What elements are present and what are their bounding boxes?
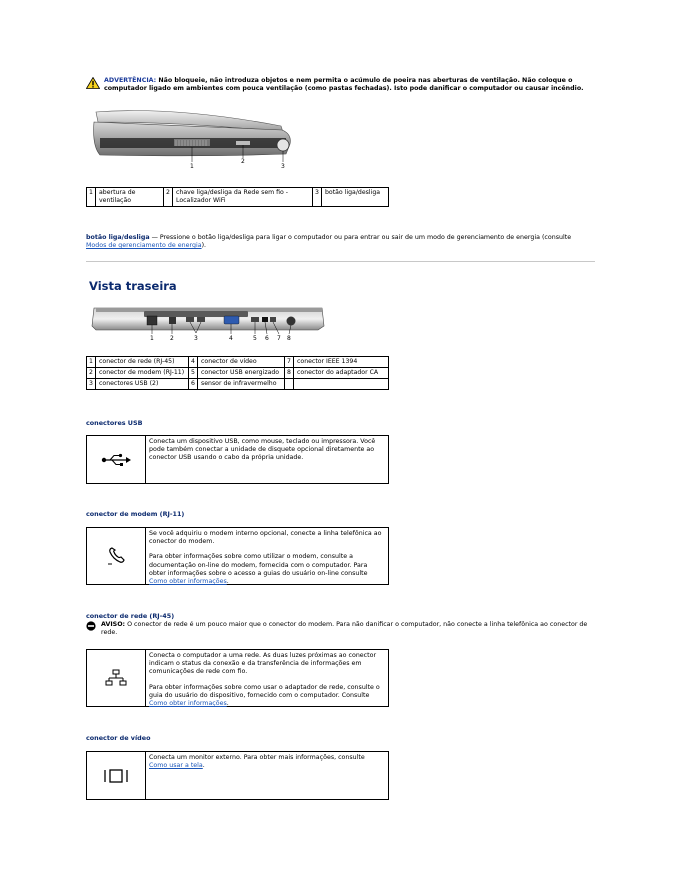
power-button-text: — Pressione o botão liga/desliga para ligar o computador ou para entrar ou sair de um modo de gerenciamento de energia (consulte — [149, 234, 572, 241]
network-icon-cell — [87, 650, 146, 706]
network-icon — [105, 669, 127, 687]
power-button-after: ). — [201, 242, 207, 250]
warning-body: Não bloqueie, não introduza objetos e nem permita o acúmulo de poeira nas aberturas de ventilação. Não coloque o computador ligado em ambientes com pouca ventilação (como pastas fechadas). Isto pode danificar o computador ou causar incêndio. — [104, 77, 584, 93]
side-callout-1: 1 — [190, 163, 194, 170]
usb-info-box — [86, 435, 389, 484]
usb-heading: conectores USB — [86, 419, 143, 427]
legend-num: 2 — [87, 368, 96, 379]
network-notice-text — [101, 621, 591, 637]
laptop-rear-illustration — [86, 302, 326, 348]
modem-info-box — [86, 527, 389, 585]
notice-label: AVISO: — [101, 621, 126, 628]
modem-more-info-text: Para obter informações sobre como utilizar o modem, consulte a documentação on-line do modem, fornecida com o computador. Para obter informações sobre o acesso a guias do usuário on-line consulte — [149, 553, 368, 577]
legend-label: conector de rede (RJ-45) — [96, 357, 189, 368]
legend-label: abertura de ventilação — [96, 188, 164, 207]
legend-num: 5 — [189, 368, 198, 379]
rear-view-legend-table — [86, 356, 389, 390]
legend-num: 4 — [189, 357, 198, 368]
usb-text — [146, 436, 388, 483]
network-more-info-text: Para obter informações sobre como usar o adaptador de rede, consulte o guia do usuário do dispositivo, fornecido com o computador. Consulte — [149, 683, 380, 699]
legend-label: conector de modem (RJ-11) — [96, 368, 189, 379]
legend-label: sensor de infravermelho — [198, 379, 285, 390]
legend-num: 7 — [285, 357, 294, 368]
side-callout-2: 2 — [241, 158, 245, 165]
table-row — [87, 368, 389, 379]
legend-label: chave liga/desliga da Rede sem fio - Localizador WiFi — [173, 188, 313, 207]
modem-more-info — [149, 553, 385, 586]
power-modes-link[interactable]: Modos de gerenciamento de energia — [86, 242, 202, 250]
notice-body: O conector de rede é um pouco maior que o conector do modem. Para não danificar o computador, não conecte a linha telefônica ao conector de rede. — [101, 621, 588, 637]
power-button-term: botão liga/desliga — [86, 234, 150, 241]
rear-view-heading: Vista traseira — [89, 279, 177, 293]
video-icon — [103, 768, 129, 784]
video-heading: conector de vídeo — [86, 734, 151, 742]
legend-num: 1 — [87, 357, 96, 368]
phone-icon — [106, 546, 126, 566]
rear-callout-5: 5 — [253, 335, 257, 342]
legend-num: 6 — [189, 379, 198, 390]
usb-icon-cell — [87, 436, 146, 483]
legend-num: 2 — [164, 188, 173, 207]
warning-triangle-icon — [86, 77, 100, 89]
legend-num: 1 — [87, 188, 96, 207]
video-info-box — [86, 751, 389, 800]
side-view-legend-table — [86, 187, 389, 207]
rear-callout-2: 2 — [170, 335, 174, 342]
legend-label — [294, 379, 389, 390]
notice-icon — [86, 621, 96, 631]
modem-info-link[interactable]: Como obter informações — [149, 577, 227, 585]
section-divider — [86, 261, 595, 262]
rear-callout-8: 8 — [287, 335, 291, 342]
rear-callout-6: 6 — [265, 335, 269, 342]
table-row — [87, 188, 389, 207]
legend-label: conector do adaptador CA — [294, 368, 389, 379]
usb-description: Conecta um dispositivo USB, como mouse, teclado ou impressora. Você pode também conectar a unidade de disquete opcional diretamente ao conector USB usando o cabo da própria unidade. — [149, 438, 376, 462]
modem-more-info-after: . — [226, 577, 229, 585]
table-row — [87, 357, 389, 368]
legend-label: conectores USB (2) — [96, 379, 189, 390]
laptop-side-illustration — [86, 100, 296, 176]
modem-description: Se você adquiriu o modem interno opcional, conecte a linha telefônica ao conector do modem. — [149, 530, 382, 546]
video-icon-cell — [87, 752, 146, 799]
video-description-text: Conecta um monitor externo. Para obter mais informações, consulte — [149, 754, 365, 761]
power-button-paragraph — [86, 234, 591, 250]
side-callout-3: 3 — [281, 163, 285, 170]
legend-num — [285, 379, 294, 390]
network-info-link[interactable]: Como obter informações — [149, 699, 227, 707]
legend-num: 8 — [285, 368, 294, 379]
legend-label: botão liga/desliga — [322, 188, 389, 207]
network-description: Conecta o computador a uma rede. As duas luzes próximas ao conector indicam o status da conexão e da transferência de informações em comunicações de rede com fio. — [149, 652, 377, 676]
video-description-after: . — [202, 762, 205, 770]
usb-icon — [101, 453, 131, 467]
network-heading: conector de rede (RJ-45) — [86, 612, 175, 620]
modem-text — [146, 528, 388, 584]
modem-heading: conector de modem (RJ-11) — [86, 510, 185, 518]
network-notice — [86, 621, 591, 637]
rear-callout-7: 7 — [277, 335, 281, 342]
rear-callout-1: 1 — [150, 335, 154, 342]
network-info-box — [86, 649, 389, 707]
warning-text — [104, 77, 591, 93]
table-row — [87, 379, 389, 390]
warning-note — [86, 77, 591, 93]
modem-icon-cell — [87, 528, 146, 584]
warning-label: ADVERTÊNCIA: — [104, 77, 157, 84]
legend-num: 3 — [313, 188, 322, 207]
network-text — [146, 650, 388, 706]
network-more-info-after: . — [226, 699, 229, 707]
rear-callout-3: 3 — [194, 335, 198, 342]
legend-num: 3 — [87, 379, 96, 390]
video-info-link[interactable]: Como usar a tela — [149, 762, 203, 770]
legend-label: conector de vídeo — [198, 357, 285, 368]
video-text — [146, 752, 388, 799]
video-description — [149, 754, 385, 770]
legend-label: conector USB energizado — [198, 368, 285, 379]
rear-callout-4: 4 — [229, 335, 233, 342]
legend-label: conector IEEE 1394 — [294, 357, 389, 368]
network-more-info — [149, 684, 385, 709]
